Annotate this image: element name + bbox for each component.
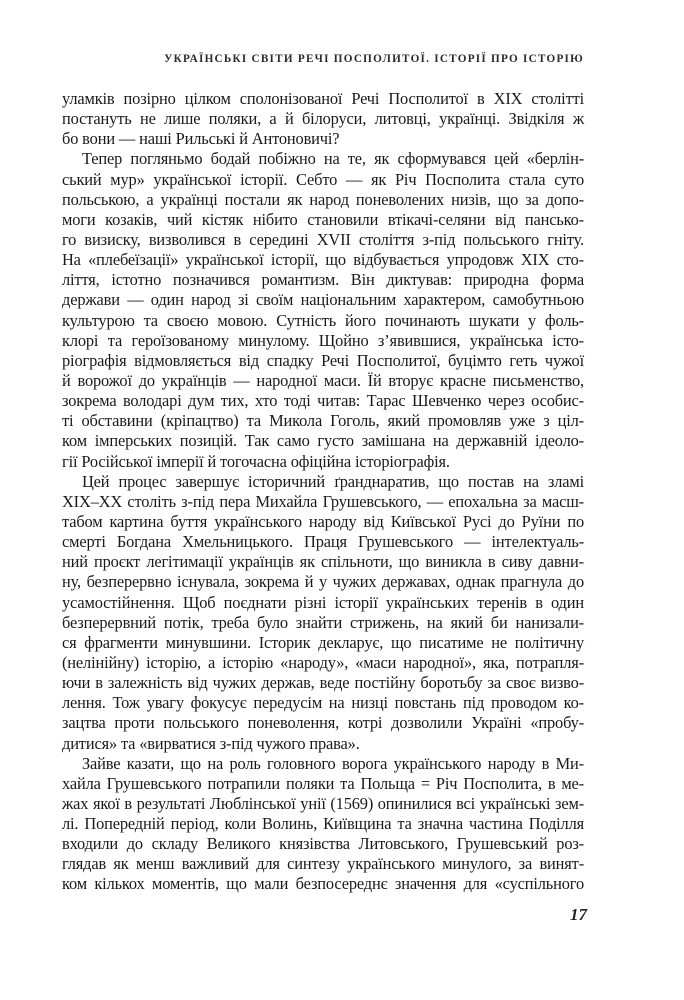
text-line: уламків позірно цілком сполонізованої Речі Посполитої в XIX столітті: [62, 89, 584, 108]
text-line: польською, а українці постали як народ поневолених низів, що за допо-: [62, 189, 584, 209]
text-line: XIX–XX століть з-під пера Михайла Грушевського, — епохальна за масш-: [62, 491, 584, 511]
text-line: лі. Попередній період, коли Волинь, Київщина та значна частина Поділля: [62, 814, 584, 834]
text-line: бо вони — наші Рильські й Антоновичі?: [62, 129, 340, 149]
text-line: моги козаків, чий кістяк нібито становили втікачі-селяни від пансько-: [62, 209, 584, 229]
text-line: ком імперських позицій. Так само густо замішана на державній ідеоло-: [62, 431, 584, 451]
text-line: хайла Грушевського потрапили поляки та Польща = Річ Посполита, в ме-: [62, 773, 584, 793]
text-line: безперервний потік, треба було знайти стрижень, на який би нанизали-: [62, 612, 584, 632]
text-line: жах якої в результаті Люблінської унії (1569) опинилися всі українські зем-: [62, 793, 584, 813]
text-line: держави — один народ зі своїм національним характером, самобутньою: [62, 290, 584, 310]
text-line: ліття, істотно позначився романтизм. Він диктував: природна форма: [62, 270, 584, 290]
text-line: ся фрагменти минувшини. Історик декларує, що писатиме не політичну: [62, 632, 584, 652]
text-line: На «плебеїзації» української історії, що відбувається упродовж XIX сто-: [62, 250, 584, 270]
body-text: [62, 89, 584, 895]
text-line: усамостійнення. Щоб поєднати різні історії українських теренів в один: [62, 592, 584, 612]
text-line: (нелінійну) історію, а історію «народу», «маси народної», яка, потрапля-: [62, 652, 584, 672]
text-line: го визиску, визволився в середині XVII століття з-під польського гніту.: [62, 229, 584, 249]
text-line: ну, безперервно існувала, зокрема й у чужих державах, однак прагнула до: [62, 572, 584, 592]
text-line: лення. Тож увагу фокусує передусім на низці повстань під проводом ко-: [62, 693, 584, 713]
text-line: клорі та героїзованому минулому. Щойно з’явившися, українська істо-: [62, 330, 584, 350]
text-line: смерті Богдана Хмельницького. Праця Грушевського — інтелектуаль-: [62, 532, 584, 552]
text-line: й ворожої до українців — народної маси. Їй вторує красне письменство,: [62, 370, 584, 390]
text-line: ті обставини (кріпацтво) та Микола Гоголь, який промовляв уже з ціл-: [62, 411, 584, 431]
text-line: ний проєкт легітимації українців як спільноти, що виникла в сиву давни-: [62, 552, 584, 572]
text-line: ючи в залежність від чужих держав, веде постійну боротьбу за своє визво-: [62, 673, 584, 693]
text-line: дитися» та «вирватися з-під чужого права».: [62, 733, 360, 753]
text-line: ський мур» української історії. Себто — як Річ Посполита стала суто: [62, 169, 584, 189]
text-line: глядав як менш важливий для синтезу українського минулого, за винят-: [62, 854, 584, 874]
text-line: постануть не лише поляки, а й білоруси, литовці, українці. Звідкіля ж: [62, 109, 584, 129]
text-line: ком кількох моментів, що мали безпосереднє значення для «суспільного: [62, 874, 584, 894]
text-line: ріографія відмовляється від спадку Речі Посполитої, буцімто геть чужої: [62, 350, 584, 370]
text-line: входили до складу Великого князівства Литовського, Грушевський роз-: [62, 834, 584, 854]
page-number: 17: [570, 905, 587, 924]
text-line: табом картина буття українського народу від Київської Русі до Руїни по: [62, 511, 584, 531]
text-line: Тепер погляньмо бодай побіжно на те, як сформувався цей «берлін-: [82, 149, 584, 169]
running-header: УКРАЇНСЬКІ СВІТИ РЕЧІ ПОСПОЛИТОЇ. ІСТОРІЇ ПРО ІСТОРІЮ: [164, 53, 584, 65]
text-line: Цей процес завершує історичний ґранднаратив, що постав на зламі: [82, 471, 584, 491]
text-line: гії Російської імперії й тогочасна офіційна історіографія.: [62, 451, 450, 471]
text-line: Зайве казати, що на роль головного ворога українського народу в Ми-: [82, 753, 584, 773]
text-line: культурою та своєю мовою. Сутність його починають шукати у фоль-: [62, 310, 584, 330]
text-line: зокрема володарі дум тих, хто тоді читав: Тарас Шевченко через особис-: [62, 391, 584, 411]
text-line: зацтва проти польського поневолення, котрі дозволили Україні «пробу-: [62, 713, 584, 733]
